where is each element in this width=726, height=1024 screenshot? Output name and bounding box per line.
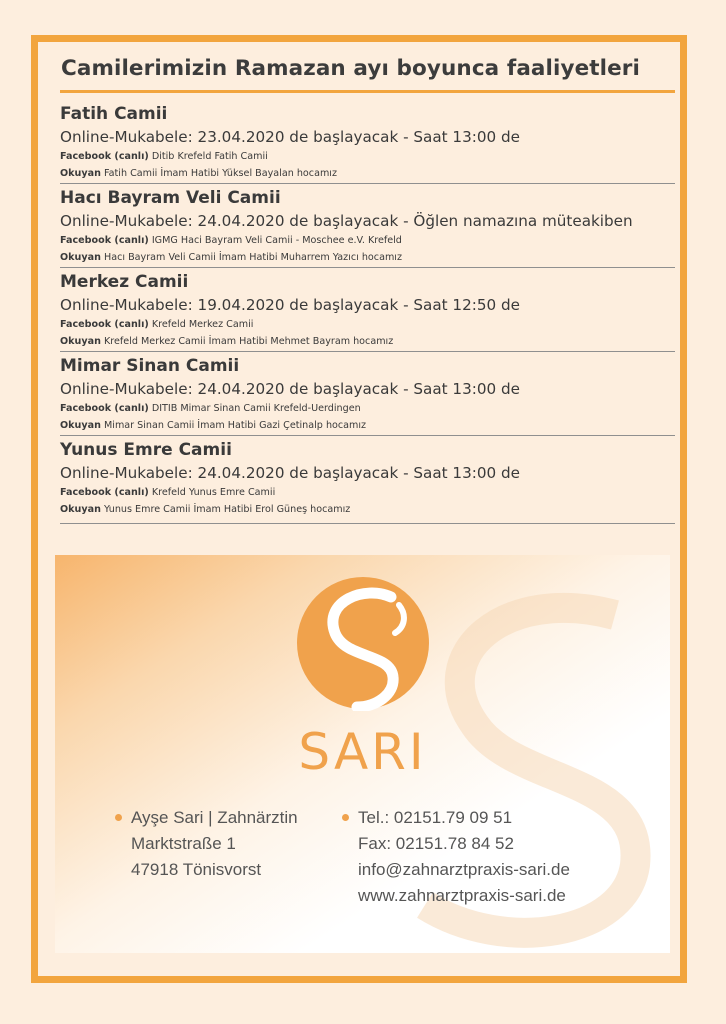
reader-name: Krefeld Merkez Camii İmam Hatibi Mehmet Bayram hocamız — [104, 336, 394, 347]
facebook-page: IGMG Haci Bayram Veli Camii - Moschee e.V. Krefeld — [151, 235, 402, 246]
reader-name: Hacı Bayram Veli Camii İmam Hatibi Muharrem Yazıcı hocamız — [104, 252, 402, 263]
mosque-name: Mimar Sinan Camii — [60, 356, 240, 376]
mosque-list — [60, 100, 675, 524]
address-line: 47918 Tönisvorst — [131, 860, 262, 879]
mosque-entry — [60, 100, 675, 184]
reader-line — [60, 252, 402, 263]
facebook-line — [60, 235, 402, 246]
sari-logo-icon — [295, 575, 431, 711]
reader-label: Okuyan — [60, 252, 101, 263]
mosque-schedule: Online-Mukabele: 24.04.2020 de başlayacak - Öğlen namazına müteakiben — [60, 212, 633, 230]
mosque-name: Yunus Emre Camii — [60, 440, 232, 460]
reader-label: Okuyan — [60, 336, 101, 347]
dental-practice-ad — [55, 555, 670, 953]
facebook-label: Facebook (canlı) — [60, 235, 149, 246]
mosque-schedule: Online-Mukabele: 24.04.2020 de başlayacak - Saat 13:00 de — [60, 380, 521, 398]
facebook-label: Facebook (canlı) — [60, 151, 149, 162]
mosque-name: Fatih Camii — [60, 104, 168, 124]
title-divider — [60, 90, 675, 93]
reader-line — [60, 420, 366, 431]
mosque-name: Hacı Bayram Veli Camii — [60, 188, 281, 208]
reader-line — [60, 504, 350, 515]
page-title: Camilerimizin Ramazan ayı boyunca faaliyetleri — [61, 56, 640, 81]
facebook-label: Facebook (canlı) — [60, 403, 149, 414]
address-line: Ayşe Sari | Zahnärztin — [131, 808, 298, 827]
facebook-line — [60, 403, 361, 414]
mosque-schedule: Online-Mukabele: 23.04.2020 de başlayacak - Saat 13:00 de — [60, 128, 521, 146]
contact-block — [358, 805, 570, 909]
facebook-label: Facebook (canlı) — [60, 487, 149, 498]
facebook-line — [60, 487, 275, 498]
reader-name: Mimar Sinan Camii İmam Hatibi Gazi Çetinalp hocamız — [104, 420, 367, 431]
mosque-schedule: Online-Mukabele: 24.04.2020 de başlayacak - Saat 13:00 de — [60, 464, 521, 482]
mosque-entry — [60, 352, 675, 436]
address-line: Marktstraße 1 — [131, 834, 236, 853]
fax-number: Fax: 02151.78 84 52 — [358, 834, 514, 853]
address-bullet — [115, 814, 122, 821]
facebook-page: DITIB Mimar Sinan Camii Krefeld-Uerdingen — [151, 403, 361, 414]
address-block — [131, 805, 298, 883]
mosque-entry — [60, 184, 675, 268]
reader-label: Okuyan — [60, 420, 101, 431]
mosque-entry — [60, 436, 675, 524]
phone-number: Tel.: 02151.79 09 51 — [358, 808, 513, 827]
mosque-entry — [60, 268, 675, 352]
email-address: info@zahnarztpraxis-sari.de — [358, 860, 570, 879]
poster-frame — [31, 35, 687, 983]
reader-line — [60, 336, 393, 347]
facebook-line — [60, 151, 268, 162]
reader-label: Okuyan — [60, 168, 101, 179]
facebook-page: Krefeld Merkez Camii — [151, 319, 254, 330]
contact-bullet — [342, 814, 349, 821]
mosque-name: Merkez Camii — [60, 272, 189, 292]
reader-name: Fatih Camii İmam Hatibi Yüksel Bayalan hocamız — [104, 168, 338, 179]
reader-name: Yunus Emre Camii İmam Hatibi Erol Güneş hocamız — [104, 504, 351, 515]
facebook-page: Krefeld Yunus Emre Camii — [151, 487, 276, 498]
reader-line — [60, 168, 337, 179]
facebook-label: Facebook (canlı) — [60, 319, 149, 330]
mosque-schedule: Online-Mukabele: 19.04.2020 de başlayacak - Saat 12:50 de — [60, 296, 521, 314]
facebook-page: Ditib Krefeld Fatih Camii — [151, 151, 268, 162]
brand-name: SARI — [298, 723, 427, 781]
website-url: www.zahnarztpraxis-sari.de — [358, 886, 566, 905]
facebook-line — [60, 319, 253, 330]
reader-label: Okuyan — [60, 504, 101, 515]
